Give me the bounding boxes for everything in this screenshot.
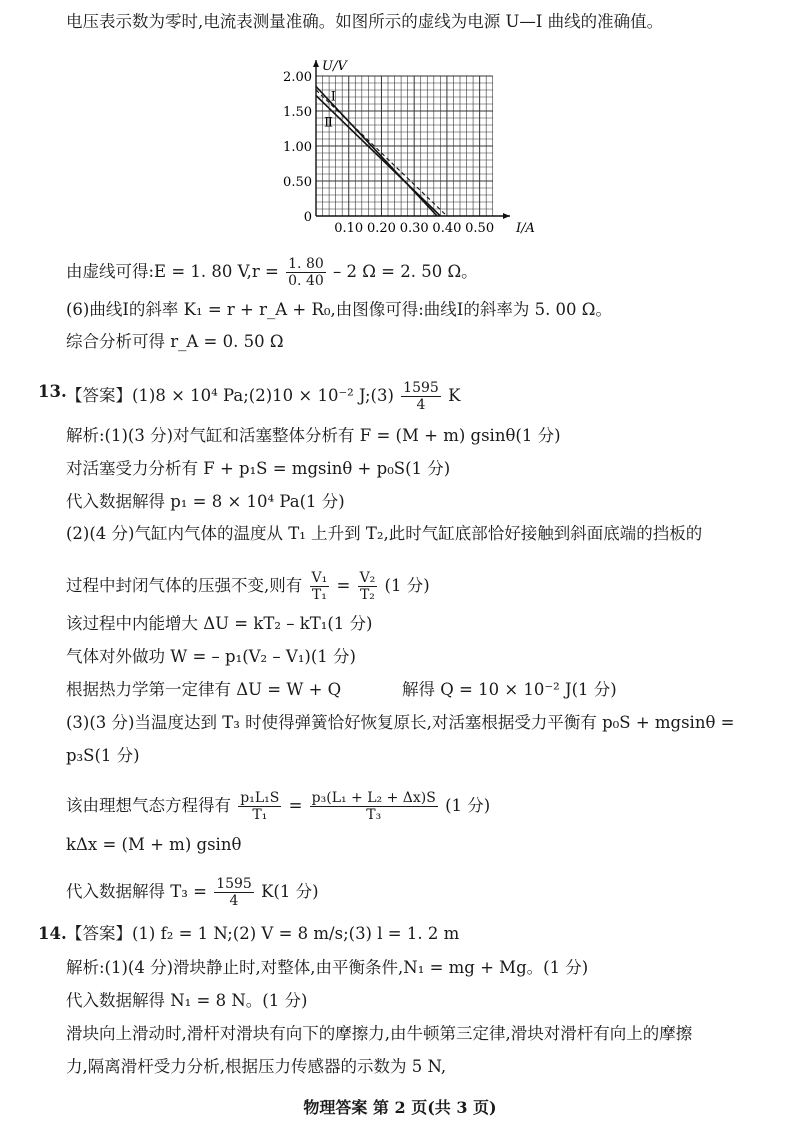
y-tick-label: 1.00 bbox=[283, 140, 312, 155]
y-tick-label: 2.00 bbox=[283, 70, 312, 85]
text-line-15: p₃S(1 分) bbox=[66, 746, 140, 765]
frac-num: 1595 bbox=[216, 876, 252, 892]
frac-den: T₃ bbox=[366, 807, 382, 823]
text-line-7: 对活塞受力分析有 F + p₁S = mgsinθ + p₀S(1 分) bbox=[66, 459, 451, 478]
l13-right: 解得 Q = 10 × 10⁻² J(1 分) bbox=[402, 680, 617, 699]
text-line-16: 该由理想气态方程得有 $\frac{\text{p₁L₁S}}{\text{T₁}}$ = $\frac{\text{p₃(L₁ + L₂ + Δx)S}}{\text{T₃}}$ (1 分) bbox=[66, 790, 491, 823]
series-line-0 bbox=[316, 87, 437, 217]
x-tick-label: 0.50 bbox=[465, 221, 495, 236]
text-line-23: 力,隔离滑杆受力分析,根据压力传感器的示数为 5 N, bbox=[66, 1057, 447, 1076]
fraction-1595-over-4-b bbox=[214, 876, 254, 909]
text-line-18 bbox=[66, 876, 319, 909]
l16-suffix: (1 分) bbox=[445, 796, 491, 815]
series-label-I: Ⅰ bbox=[330, 89, 336, 105]
text-line-20: 解析:(1)(4 分)滑块静止时,对整体,由平衡条件,N₁ = mg + Mg。(1 分) bbox=[66, 958, 589, 977]
fraction-1.80-over-0.40 bbox=[286, 256, 326, 289]
fraction-v2-t2 bbox=[358, 570, 378, 603]
l16-prefix: 该由理想气态方程得有 bbox=[66, 796, 231, 815]
text-line-22: 滑块向上滑动时,滑杆对滑块有向下的摩擦力,由牛顿第三定律,滑块对滑杆有向上的摩擦 bbox=[66, 1024, 693, 1043]
text-line-8: 代入数据解得 p₁ = 8 × 10⁴ Pa(1 分) bbox=[66, 492, 345, 511]
page-footer: 物理答案 第 2 页(共 3 页) bbox=[303, 1098, 497, 1117]
text-line-21: 代入数据解得 N₁ = 8 N。(1 分) bbox=[66, 991, 308, 1010]
y-axis-arrow bbox=[313, 60, 319, 67]
series-label-II: Ⅱ bbox=[324, 115, 334, 131]
frac-num: 1595 bbox=[403, 380, 439, 396]
text-line-10: 过程中封闭气体的压强不变,则有 $\frac{\text{V₁}}{\text{T₁}}$ = $\frac{\text{V₂}}{\text{T₂}}$ (1 分) bbox=[66, 570, 430, 603]
question-14-answer: 【答案】(1) f₂ = 1 N;(2) V = 8 m/s;(3) l = 1. 2 m bbox=[66, 924, 460, 943]
question-13-number: 13. bbox=[38, 382, 67, 401]
text-line-9: (2)(4 分)气缸内气体的温度从 T₁ 上升到 T₂,此时气缸底部恰好接触到斜面底端的挡板的 bbox=[66, 524, 703, 543]
l18-suffix: K(1 分) bbox=[261, 882, 319, 901]
frac-den: 4 bbox=[229, 893, 239, 909]
text-line-1: 电压表示数为零时,电流表测量准确。如图所示的虚线为电源 U—I 曲线的准确值。 bbox=[66, 12, 664, 31]
frac-num: V₂ bbox=[359, 570, 376, 586]
q13-answer-unit: K bbox=[448, 386, 461, 405]
x-axis-arrow bbox=[503, 213, 510, 219]
frac-den: 4 bbox=[416, 397, 426, 413]
frac-num: p₃(L₁ + L₂ + Δx)S bbox=[311, 790, 436, 806]
fraction-1595-over-4 bbox=[401, 380, 441, 413]
text-line-13 bbox=[66, 678, 617, 702]
x-tick-label: 0.40 bbox=[432, 221, 462, 236]
text-line-6: 解析:(1)(3 分)对气缸和活塞整体分析有 F = (M + m) gsinθ(1 分) bbox=[66, 426, 561, 445]
fraction-state-3 bbox=[310, 790, 438, 823]
l18-prefix: 代入数据解得 T₃ = bbox=[66, 882, 207, 901]
text-line-12: 气体对外做功 W = – p₁(V₂ – V₁)(1 分) bbox=[66, 647, 356, 666]
l2-prefix: 由虚线可得:E = 1. 80 V,r = bbox=[66, 262, 279, 281]
text-line-14: (3)(3 分)当温度达到 T₃ 时使得弹簧恰好恢复原长,对活塞根据受力平衡有 p₀S + mgsinθ = bbox=[66, 713, 735, 732]
l10-suffix: (1 分) bbox=[384, 576, 430, 595]
chart-grid bbox=[313, 60, 510, 219]
text-line-4: 综合分析可得 r_A = 0. 50 Ω bbox=[66, 332, 284, 351]
frac-num: V₁ bbox=[311, 570, 328, 586]
x-tick-label: 0.10 bbox=[334, 221, 364, 236]
y-axis-label: U/V bbox=[322, 59, 347, 74]
frac-den: T₁ bbox=[311, 587, 327, 603]
frac-num: 1. 80 bbox=[288, 256, 324, 272]
frac-den: 0. 40 bbox=[288, 273, 324, 289]
q13-answer-text: 【答案】(1)8 × 10⁴ Pa;(2)10 × 10⁻² J;(3) bbox=[66, 386, 394, 405]
text-line-2 bbox=[66, 256, 478, 289]
l10-prefix: 过程中封闭气体的压强不变,则有 bbox=[66, 576, 303, 595]
frac-den: T₂ bbox=[359, 587, 375, 603]
y-tick-label: 0 bbox=[303, 210, 312, 225]
x-tick-label: 0.20 bbox=[366, 221, 396, 236]
frac-num: p₁L₁S bbox=[240, 790, 280, 806]
l2-suffix: – 2 Ω = 2. 50 Ω。 bbox=[333, 262, 478, 281]
l13-left: 根据热力学第一定律有 ΔU = W + Q bbox=[66, 680, 342, 699]
frac-den: T₁ bbox=[252, 807, 268, 823]
fraction-v1-t1 bbox=[310, 570, 330, 603]
x-tick-label: 0.30 bbox=[399, 221, 429, 236]
text-line-17: kΔx = (M + m) gsinθ bbox=[66, 835, 242, 854]
x-axis-label: I/A bbox=[516, 221, 535, 236]
series-line-1 bbox=[316, 96, 440, 216]
y-tick-label: 1.50 bbox=[283, 105, 312, 120]
fraction-state-1 bbox=[238, 790, 281, 823]
chart-labels bbox=[283, 59, 535, 236]
text-line-3: (6)曲线Ⅰ的斜率 K₁ = r + r_A + R₀,由图像可得:曲线Ⅰ的斜率为 5. 00 Ω。 bbox=[66, 300, 612, 319]
u-i-chart bbox=[270, 38, 570, 238]
y-tick-label: 0.50 bbox=[283, 175, 312, 190]
text-line-11: 该过程中内能增大 ΔU = kT₂ – kT₁(1 分) bbox=[66, 614, 373, 633]
question-13-answer bbox=[66, 380, 460, 413]
question-14-number: 14. bbox=[38, 924, 67, 943]
